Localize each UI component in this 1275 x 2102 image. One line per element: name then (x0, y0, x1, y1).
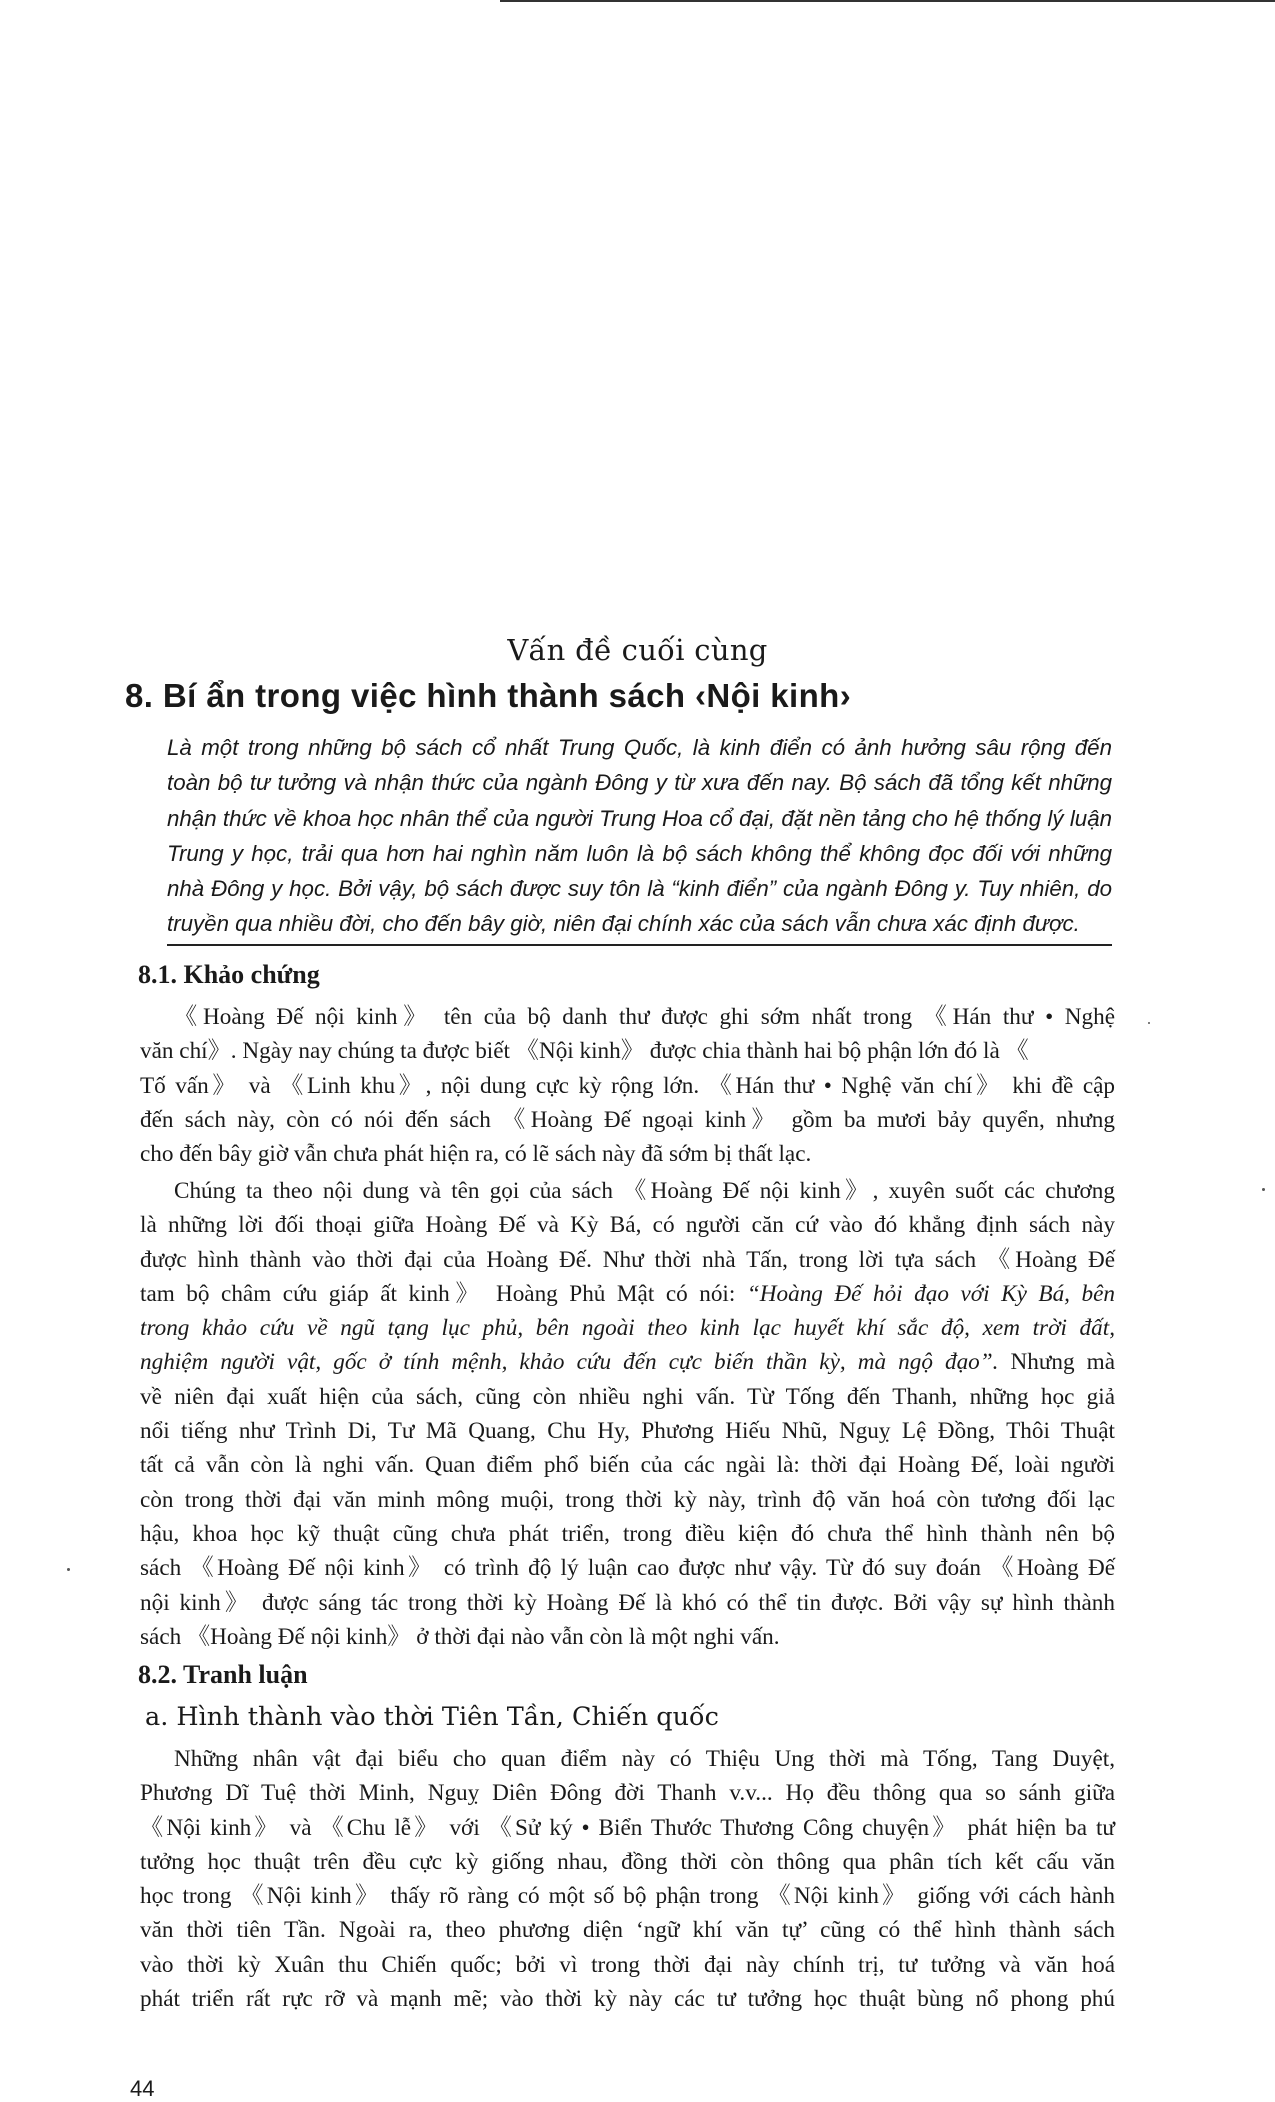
text-line: Những nhân vật đại biểu cho quan điểm này có Thiệu Ung thời mà Tống, Tang Duyệt, (174, 1746, 1115, 1772)
text-line: được hình thành vào thời đại của Hoàng Đế. Như thời nhà Tấn, trong lời tựa sách 《Hoàng Đế (140, 1246, 1115, 1273)
text-line: Phương Dĩ Tuệ thời Minh, Nguỵ Diên Đông đời Thanh v.v... Họ đều thông qua so sánh giữa (140, 1780, 1115, 1807)
text-line: tưởng học thuật trên đều cực kỳ giống nhau, đồng thời còn thông qua phân tích kết cấu văn (140, 1848, 1115, 1875)
text-line: còn trong thời đại văn minh mông muội, trong thời kỳ này, trình độ văn hoá còn tương đối lạc (140, 1486, 1115, 1513)
text-line: sách 《Hoàng Đế nội kinh》 có trình độ lý luận cao được như vậy. Từ đó suy đoán 《Hoàng Đế (140, 1555, 1115, 1582)
chapter-title: 8. Bí ẩn trong việc hình thành sách ‹Nội kinh› (125, 677, 852, 714)
text-line: 《Nội kinh》 và 《Chu lễ》 với 《Sử ký • Biển Thước Thương Công chuyện》 phát hiện ba tư (140, 1814, 1115, 1841)
section-heading-8-1: 8.1. Khảo chứng (138, 960, 320, 989)
text-line: vào thời kỳ Xuân thu Chiến quốc; bởi vì trong thời đại này chính trị, tư tưởng và văn hoá (140, 1951, 1115, 1978)
abstract (167, 730, 1112, 946)
text-line: đến sách này, còn có nói đến sách 《Hoàng Đế ngoại kinh》 gồm ba mươi bảy quyển, nhưng (140, 1106, 1115, 1133)
text-line: phát triển rất rực rỡ và mạnh mẽ; vào thời kỳ này các tư tưởng học thuật bùng nổ phong phú (140, 1986, 1115, 2013)
paragraph-8-1-2 (140, 1174, 1115, 1654)
chapter-kicker: Vấn đề cuối cùng (507, 633, 768, 667)
quote-span: nghiệm người vật, gốc ở tính mệnh, khảo cứu đến cực biến thần kỳ, mà ngộ đạo”. (140, 1349, 999, 1376)
text-line: về niên đại xuất hiện của sách, cũng còn nhiều nghi vấn. Từ Tống đến Thanh, những học giả (140, 1383, 1115, 1410)
text-line: Chúng ta theo nội dung và tên gọi của sách 《Hoàng Đế nội kinh》, xuyên suốt các chương (174, 1178, 1115, 1204)
subheading-a: a. Hình thành vào thời Tiên Tần, Chiến quốc (145, 1702, 719, 1732)
abstract-line: toàn bộ tư tưởng và nhận thức của ngành Đông y từ xưa đến nay. Bộ sách đã tổng kết những (167, 770, 1112, 796)
quote-span: trong khảo cứu về ngũ tạng lục phủ, bên ngoài theo kinh lạc huyết khí sắc độ, xem trời đất, (140, 1315, 1115, 1342)
abstract-line: truyền qua nhiều đời, cho đến bây giờ, niên đại chính xác của sách vẫn chưa xác định được. (167, 911, 1080, 937)
page-number: 44 (130, 2076, 155, 2101)
text-line: tất cả vẫn còn là nghi vấn. Quan điểm phổ biến của các ngài là: thời đại Hoàng Đế, loài người (140, 1452, 1115, 1479)
text-line: sách 《Hoàng Đế nội kinh》 ở thời đại nào vẫn còn là một nghi vấn. (140, 1623, 780, 1650)
abstract-line: nhận thức về khoa học nhân thể của người Trung Hoa cổ đại, đặt nền tảng cho hệ thống lý luận (167, 805, 1112, 831)
top-rule (500, 0, 1275, 2)
abstract-line: nhà Đông y học. Bởi vậy, bộ sách được suy tôn là “kinh điển” của ngành Đông y. Tuy nhiên, do (167, 876, 1112, 902)
text-line: nổi tiếng như Trình Di, Tư Mã Quang, Chu Hy, Phương Hiếu Nhũ, Nguỵ Lệ Đồng, Thôi Thuật (140, 1418, 1115, 1445)
quote-span: “Hoàng Đế hỏi đạo với Kỳ Bá, bên (746, 1280, 1115, 1307)
text-line: hậu, khoa học kỹ thuật cũng chưa phát triển, trong điều kiện đó chưa thể hình thành nên bộ (140, 1520, 1115, 1547)
text-line-quote-start (140, 1277, 1115, 1311)
abstract-line: Trung y học, trải qua hơn hai nghìn năm luôn là bộ sách không thể không đọc đối với những (167, 840, 1112, 866)
scan-speck (67, 1568, 70, 1571)
text-line: nội kinh》 được sáng tác trong thời kỳ Hoàng Đế là khó có thể tin được. Bởi vậy sự hình thành (140, 1589, 1115, 1616)
text-line: 《Hoàng Đế nội kinh》 tên của bộ danh thư được ghi sớm nhất trong 《Hán thư • Nghệ (174, 1004, 1115, 1030)
text-line: Tố vấn》 và 《Linh khu》, nội dung cực kỳ rộng lớn. 《Hán thư • Nghệ văn chí》 khi đề cập (140, 1072, 1115, 1099)
text-span: Nhưng mà (998, 1349, 1116, 1376)
text-line: văn thời tiên Tần. Ngoài ra, theo phương diện ‘ngữ khí văn tự’ cũng có thể hình thành sách (140, 1917, 1115, 1944)
text-line: cho đến bây giờ vẫn chưa phát hiện ra, có lẽ sách này đã sớm bị thất lạc. (140, 1141, 812, 1168)
text-line-quote-end (140, 1345, 1115, 1379)
scan-speck (1148, 1022, 1150, 1024)
text-line: học trong 《Nội kinh》 thấy rõ ràng có một số bộ phận trong 《Nội kinh》 giống với cách hành (140, 1883, 1115, 1910)
section-heading-8-2: 8.2. Tranh luận (138, 1660, 308, 1689)
text-line-quote (140, 1311, 1115, 1345)
text-span: tam bộ châm cứu giáp ất kinh》 Hoàng Phủ Mật có nói: (140, 1280, 747, 1307)
text-line: văn chí》. Ngày nay chúng ta được biết 《Nội kinh》 được chia thành hai bộ phận lớn đó là 《 (140, 1038, 1029, 1065)
paragraph-8-2-1 (140, 1742, 1115, 2016)
text-line: là những lời đối thoại giữa Hoàng Đế và Kỳ Bá, có người căn cứ vào đó khẳng định sách này (140, 1212, 1115, 1239)
scan-speck (1262, 1188, 1265, 1191)
abstract-line: Là một trong những bộ sách cổ nhất Trung Quốc, là kinh điển có ảnh hưởng sâu rộng đến (167, 735, 1112, 760)
paragraph-8-1-1 (140, 1000, 1115, 1171)
